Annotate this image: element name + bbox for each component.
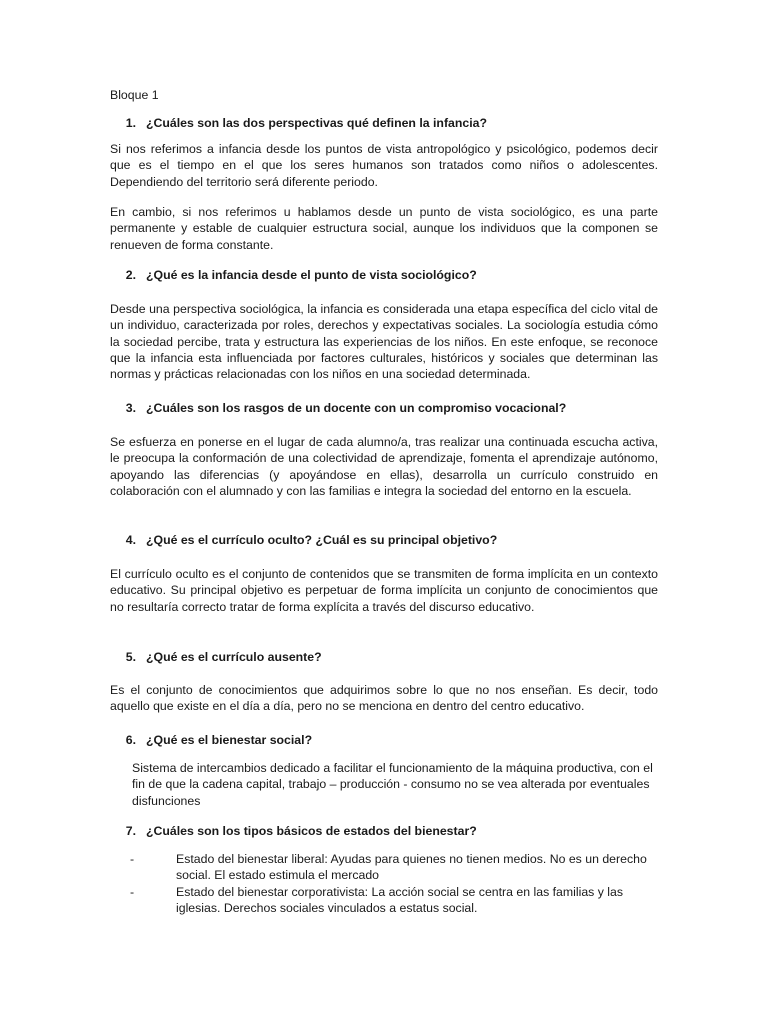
- question-3-heading: [110, 400, 658, 416]
- bullet-marker: -: [130, 884, 135, 899]
- question-text: ¿Cuáles son las dos perspectivas qué definen la infancia?: [146, 116, 487, 130]
- answer-6-paragraph-1: Sistema de intercambios dedicado a facilitar el funcionamiento de la máquina productiva, con el fin de que la cadena capital, trabajo – producción - consumo no se vea alterada por eventuales disfunciones: [132, 761, 653, 808]
- list-item-text: Estado del bienestar liberal: Ayudas para quienes no tienen medios. No es un derecho social. El estado estimula el mercado: [176, 852, 647, 883]
- question-6-heading: [110, 732, 658, 748]
- answer-4-paragraph-1: El currículo oculto es el conjunto de contenidos que se transmiten de forma implícita en un contexto educativo. Su principal objetivo es perpetuar de forma implícita un conjunto de conocimientos que no resultaría correcto tratar de forma explícita a través del discurso educativo.: [110, 567, 658, 614]
- question-number: 5.: [125, 650, 136, 664]
- question-number: 1.: [125, 116, 136, 130]
- question-text: ¿Qué es la infancia desde el punto de vista sociológico?: [146, 268, 477, 282]
- question-text: ¿Qué es el bienestar social?: [146, 733, 313, 747]
- question-text: ¿Qué es el currículo oculto? ¿Cuál es su principal objetivo?: [146, 533, 498, 547]
- bullet-marker: -: [130, 852, 135, 866]
- answer-3-paragraph-1: Se esfuerza en ponerse en el lugar de cada alumno/a, tras realizar una continuada escucha activa, le preocupa la conformación de una colectividad de aprendizaje, fomenta el aprendizaje autónomo, apoyando las diferencias (y apoyándose en ellas), desarrolla un currículo construido en colaboración con el alumnado y con las familias e integra la sociedad del entorno en la escuela.: [110, 435, 658, 498]
- list-item: [130, 884, 658, 917]
- question-number: 7.: [125, 824, 136, 838]
- question-2-heading: [110, 267, 658, 283]
- question-number: 3.: [125, 401, 136, 415]
- answer-1-paragraph-1: Si nos referimos a infancia desde los puntos de vista antropológico y psicológico, podemos decir que es el tiempo en el que los seres humanos son tratados como niños o adolescentes. Dependiendo del territorio será diferente periodo.: [110, 142, 658, 189]
- answer-2-paragraph-1: Desde una perspectiva sociológica, la infancia es considerada una etapa específica del ciclo vital de un individuo, caracterizada por roles, derechos y expectativas sociales. La sociología estudia cómo la sociedad percibe, trata y estructura las experiencias de los niños. En este enfoque, se reconoce que la infancia esta influenciada por factores culturales, históricos y sociales que determinan las normas y prácticas relacionadas con los niños en una sociedad determinada.: [110, 302, 658, 382]
- question-number: 2.: [125, 268, 136, 282]
- question-text: ¿Qué es el currículo ausente?: [146, 650, 322, 664]
- question-1-heading: [110, 115, 658, 131]
- question-number: 6.: [125, 733, 136, 747]
- question-text: ¿Cuáles son los rasgos de un docente con un compromiso vocacional?: [146, 401, 567, 415]
- block-title: Bloque 1: [110, 88, 159, 102]
- list-item: [130, 851, 658, 884]
- question-4-heading: [110, 532, 658, 548]
- question-text: ¿Cuáles son los tipos básicos de estados del bienestar?: [146, 824, 477, 838]
- list-item-text: Estado del bienestar corporativista: La acción social se centra en las familias y las iglesias. Derechos sociales vinculados a estatus social.: [176, 884, 624, 915]
- question-number: 4.: [125, 533, 136, 547]
- answer-5-paragraph-1: Es el conjunto de conocimientos que adquirimos sobre lo que no nos enseñan. Es decir, todo aquello que existe en el día a día, pero no se menciona en dentro del centro educativo.: [110, 683, 658, 714]
- answer-1-paragraph-2: En cambio, si nos referimos u hablamos desde un punto de vista sociológico, es una parte permanente y estable de cualquier estructura social, aunque los individuos que la componen se renueven de forma constante.: [110, 205, 658, 252]
- question-5-heading: [110, 649, 658, 665]
- question-7-heading: [110, 823, 658, 839]
- answer-7-list: [130, 851, 658, 916]
